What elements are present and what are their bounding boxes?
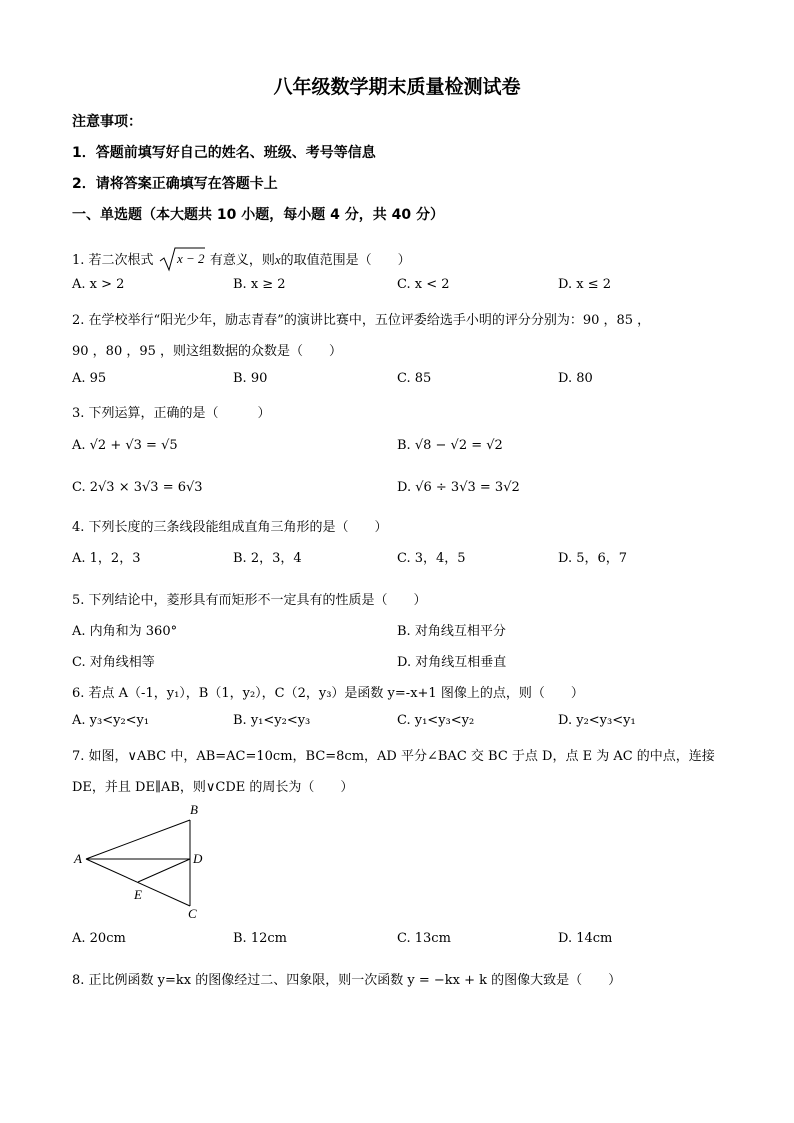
q5-option-c[interactable]: C. 对角线相等 <box>72 655 155 670</box>
q7-option-c[interactable]: C. 13cm <box>397 931 451 946</box>
q1-pre: 1. 若二次根式 <box>72 253 154 268</box>
q2-option-d[interactable]: D. 80 <box>558 371 593 386</box>
question-8-stem: 8. 正比例函数 y=kx 的图像经过二、四象限，则一次函数 y = −kx + k 的图像大致是（ ） <box>72 973 622 988</box>
q6-option-b[interactable]: B. y₁<y₂<y₃ <box>233 713 311 728</box>
question-2-line-2: 90 ，80 ，95 ，则这组数据的众数是（ ） <box>72 344 343 359</box>
sqrt-expression <box>158 246 206 272</box>
segment-ab <box>86 820 190 859</box>
q7-option-a[interactable]: A. 20cm <box>72 931 126 946</box>
q1-post2: 的取值范围是（ ） <box>280 253 411 268</box>
q2-option-c[interactable]: C. 85 <box>397 371 432 386</box>
triangle-figure <box>72 800 222 920</box>
q3-option-c[interactable]: C. 2√3 × 3√3 = 6√3 <box>72 480 203 495</box>
q5-option-d[interactable]: D. 对角线互相垂直 <box>397 655 507 670</box>
question-7-line-2: DE，并且 DE∥AB，则∨CDE 的周长为（ ） <box>72 780 354 795</box>
page-title: 八年级数学期末质量检测试卷 <box>273 76 521 98</box>
radical-sign-icon <box>158 246 206 272</box>
q6-option-a[interactable]: A. y₃<y₂<y₁ <box>72 713 150 728</box>
q2-option-b[interactable]: B. 90 <box>233 371 268 386</box>
q1-option-b[interactable]: B. x ≥ 2 <box>233 277 286 292</box>
section-heading: 一、单选题（本大题共 10 小题，每小题 4 分，共 40 分） <box>72 207 444 223</box>
q1-option-c[interactable]: C. x < 2 <box>397 277 450 292</box>
q5-option-a[interactable]: A. 内角和为 360° <box>72 624 178 639</box>
q4-option-b[interactable]: B. 2，3，4 <box>233 551 302 566</box>
q3-option-a[interactable]: A. √2 + √3 = √5 <box>72 438 178 453</box>
q5-option-b[interactable]: B. 对角线互相平分 <box>397 624 506 639</box>
label-e: E <box>134 887 142 902</box>
label-a: A <box>74 851 82 866</box>
label-b: B <box>190 802 198 817</box>
q4-option-c[interactable]: C. 3，4，5 <box>397 551 466 566</box>
question-2-line-1: 2. 在学校举行“阳光少年，励志青春”的演讲比赛中，五位评委给选手小明的评分分别为：90 ，85 ， <box>72 313 651 328</box>
q6-option-d[interactable]: D. y₂<y₃<y₁ <box>558 713 636 728</box>
q1-option-d[interactable]: D. x ≤ 2 <box>558 277 611 292</box>
question-3-stem: 3. 下列运算，正确的是（ ） <box>72 406 271 421</box>
q2-option-a[interactable]: A. 95 <box>72 371 107 386</box>
q3-option-b[interactable]: B. √8 − √2 = √2 <box>397 438 503 453</box>
q1-option-a[interactable]: A. x > 2 <box>72 277 125 292</box>
question-5-stem: 5. 下列结论中，菱形具有而矩形不一定具有的性质是（ ） <box>72 593 427 608</box>
question-4-stem: 4. 下列长度的三条线段能组成直角三角形的是（ ） <box>72 520 388 535</box>
notes-item-1: 1．答题前填写好自己的姓名、班级、考号等信息 <box>72 145 376 161</box>
question-6-stem: 6. 若点 A（-1，y₁），B（1，y₂），C（2，y₃）是函数 y=-x+1 图像上的点，则（ ） <box>72 686 584 701</box>
q3-option-d[interactable]: D. √6 ÷ 3√3 = 3√2 <box>397 480 520 495</box>
notes-heading: 注意事项： <box>72 114 142 130</box>
q4-option-d[interactable]: D. 5，6，7 <box>558 551 628 566</box>
q6-option-c[interactable]: C. y₁<y₃<y₂ <box>397 713 475 728</box>
q1-var: x <box>274 252 281 267</box>
q1-radicand: x − 2 <box>176 251 205 266</box>
segment-de <box>138 859 190 882</box>
notes-item-2: 2．请将答案正确填写在答题卡上 <box>72 176 278 192</box>
label-c: C <box>188 906 197 920</box>
question-7-line-1: 7. 如图，∨ABC 中，AB=AC=10cm，BC=8cm，AD 平分∠BAC 交 BC 于点 D，点 E 为 AC 的中点，连接 <box>72 749 715 764</box>
label-d: D <box>193 851 203 866</box>
q4-option-a[interactable]: A. 1，2，3 <box>72 551 141 566</box>
q1-post: 有意义，则 <box>209 253 275 268</box>
question-1-stem <box>72 246 411 272</box>
q7-option-d[interactable]: D. 14cm <box>558 931 613 946</box>
q7-option-b[interactable]: B. 12cm <box>233 931 287 946</box>
